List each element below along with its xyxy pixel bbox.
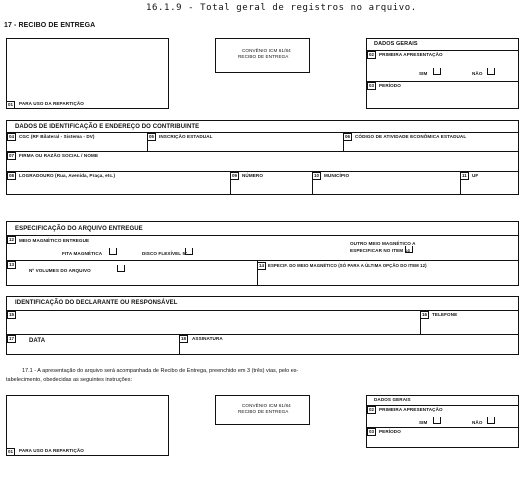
field-13-label: Nº VOLUMES DO ARQUIVO bbox=[29, 268, 91, 273]
copy-field-01-label: PARA USO DA REPARTIÇÃO bbox=[19, 448, 84, 454]
copy-convenio-line-2: RECIBO DE ENTREGA bbox=[238, 409, 289, 414]
field-11-number: 11 bbox=[462, 173, 467, 178]
field-09-number: 09 bbox=[232, 173, 238, 178]
field-07-label: FIRMA OU RAZÃO SOCIAL / NOME bbox=[19, 153, 99, 158]
convenio-line-1: CONVÊNIO ICM 61/84 bbox=[242, 48, 291, 53]
field-01-label: PARA USO DA REPARTIÇÃO bbox=[19, 101, 84, 107]
contribuinte-block bbox=[6, 120, 519, 195]
field-04-number: 04 bbox=[9, 134, 15, 139]
copy-field-01-box bbox=[6, 395, 169, 456]
field-03-number: 03 bbox=[369, 83, 375, 88]
field-01-box bbox=[6, 38, 169, 109]
field-02-label: PRIMEIRA APRESENTAÇÃO bbox=[379, 52, 443, 57]
field-14-label: ESPECIF. DO MEIO MAGNÉTICO (SÓ PARA A ÚLTIMA OPÇÃO DO ITEM 12) bbox=[268, 263, 427, 268]
field-08-number: 08 bbox=[9, 173, 15, 178]
copy-field-01-number: 01 bbox=[8, 449, 14, 454]
copy-sim-label: SIM bbox=[419, 420, 428, 425]
outro-checkbox[interactable] bbox=[405, 246, 413, 253]
sim-checkbox[interactable] bbox=[433, 68, 441, 75]
field-12-label: MEIO MAGNÉTICO ENTREGUE bbox=[19, 238, 90, 243]
copy-field-02-label: PRIMEIRA APRESENTAÇÃO bbox=[379, 407, 443, 412]
copy-convenio-line-1: CONVÊNIO ICM 61/84 bbox=[242, 403, 291, 408]
fita-checkbox[interactable] bbox=[109, 248, 117, 255]
convenio-line-2: RECIBO DE ENTREGA bbox=[238, 54, 289, 59]
convenio-stamp bbox=[215, 38, 310, 73]
copy-field-03-label: PERÍODO bbox=[379, 429, 401, 434]
copy-dados-gerais-title: DADOS GERAIS bbox=[374, 397, 411, 402]
copy-field-02-number: 02 bbox=[369, 407, 375, 412]
sim-label: SIM bbox=[419, 71, 428, 76]
nao-label: NÃO bbox=[472, 71, 483, 76]
arquivo-title: ESPECIFICAÇÃO DO ARQUIVO ENTREGUE bbox=[15, 226, 143, 232]
dados-gerais-title: DADOS GERAIS bbox=[374, 41, 418, 47]
instruction-line-2: tabelecimento, obedecidas as seguintes instruções: bbox=[6, 377, 132, 383]
copy-sim-checkbox[interactable] bbox=[433, 417, 441, 424]
instruction-line-1: 17.1 - A apresentação do arquivo será acompanhada de Recibo de Entrega, preenchido em 3 (três) vias, pelo es- bbox=[22, 368, 299, 374]
section-17-title: 17 - RECIBO DE ENTREGA bbox=[4, 22, 96, 29]
field-06-number: 06 bbox=[345, 134, 351, 139]
field-06-label: CÓDIGO DE ATIVIDADE ECONÔMICA ESTADUAL bbox=[355, 134, 467, 139]
field-17-number: 17 bbox=[9, 336, 15, 341]
field-11-label: UF bbox=[472, 173, 479, 178]
field-17-label: DATA bbox=[29, 338, 46, 344]
fita-label: FITA MAGNÉTICA bbox=[62, 251, 103, 256]
field-18-label: ASSINATURA bbox=[192, 336, 223, 341]
field-16-number: 16 bbox=[422, 312, 428, 317]
page-heading: 16.1.9 - Total geral de registros no arquivo. bbox=[146, 3, 417, 13]
field-13-number: 13 bbox=[9, 262, 15, 267]
field-16-label: TELEFONE bbox=[432, 312, 458, 317]
field-04-label: CGC (RF Bilateral - Sistema - DV) bbox=[19, 134, 95, 139]
outro-label-2: ESPECIFICAR NO ITEM 14 bbox=[350, 248, 410, 253]
field-15-number: 15 bbox=[9, 312, 15, 317]
declarante-block bbox=[6, 296, 519, 355]
field-01-number: 01 bbox=[8, 102, 14, 107]
copy-convenio-stamp bbox=[215, 395, 310, 425]
field-12-number: 12 bbox=[9, 237, 15, 242]
outro-label-1: OUTRO MEIO MAGNÉTICO A bbox=[350, 241, 416, 246]
volumes-checkbox[interactable] bbox=[117, 265, 125, 272]
field-14-number: 14 bbox=[259, 263, 265, 268]
field-03-label: PERÍODO bbox=[379, 83, 401, 88]
field-02-number: 02 bbox=[369, 52, 375, 57]
disco-label: DISCO FLEXÍVEL 5" bbox=[142, 251, 188, 256]
copy-field-03-number: 03 bbox=[369, 429, 375, 434]
field-08-label: LOGRADOURO (Rua, Avenida, Praça, etc.) bbox=[19, 173, 116, 178]
field-05-number: 05 bbox=[149, 134, 155, 139]
field-10-number: 10 bbox=[314, 173, 320, 178]
declarante-title: IDENTIFICAÇÃO DO DECLARANTE OU RESPONSÁVEL bbox=[15, 300, 178, 306]
contribuinte-title: DADOS DE IDENTIFICAÇÃO E ENDEREÇO DO CONTRIBUINTE bbox=[15, 124, 200, 130]
copy-dados-gerais-box bbox=[366, 395, 519, 448]
field-09-label: NÚMERO bbox=[242, 173, 264, 178]
arquivo-block bbox=[6, 221, 519, 286]
dados-gerais-box bbox=[366, 38, 519, 109]
field-18-number: 18 bbox=[181, 336, 187, 341]
copy-nao-label: NÃO bbox=[472, 420, 483, 425]
disco-checkbox[interactable] bbox=[185, 248, 193, 255]
nao-checkbox[interactable] bbox=[487, 68, 495, 75]
field-05-label: INSCRIÇÃO ESTADUAL bbox=[159, 134, 213, 139]
field-10-label: MUNICÍPIO bbox=[324, 173, 350, 178]
copy-nao-checkbox[interactable] bbox=[487, 417, 495, 424]
field-07-number: 07 bbox=[9, 153, 15, 158]
